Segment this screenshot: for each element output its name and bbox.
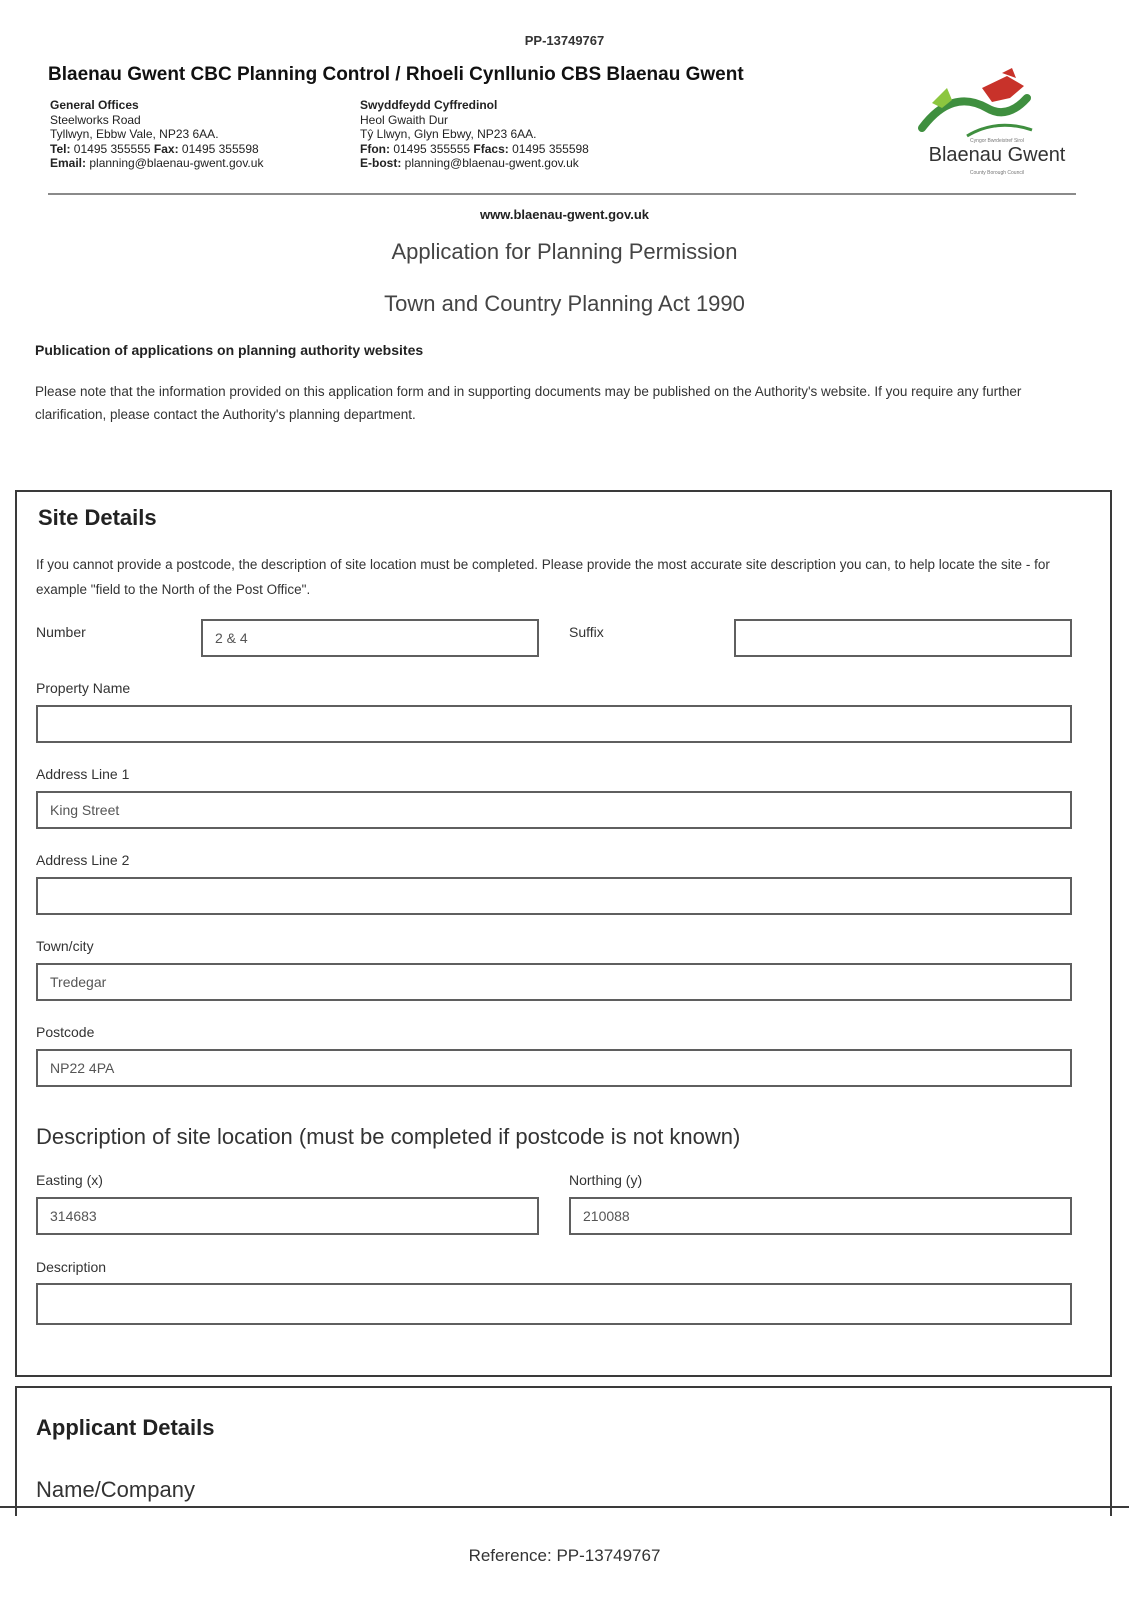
logo-subtitle: County Borough Council: [969, 170, 1025, 176]
council-logo: [912, 68, 1082, 183]
ebost-label: E-bost:: [360, 156, 402, 170]
ebost-value: planning@blaenau-gwent.gov.uk: [404, 156, 579, 170]
logo-tagline: Cyngor Bwrdeistref Sirol: [970, 138, 1024, 144]
general-offices-address: [50, 98, 263, 171]
site-location-heading: Description of site location (must be completed if postcode is not known): [36, 1124, 741, 1149]
ffacs-label: Ffacs:: [473, 141, 509, 156]
offices-heading-cy: Swyddfeydd Cyffredinol: [360, 98, 498, 112]
offices-line2-en: Tyllwyn, Ebbw Vale, NP23 6AA.: [50, 127, 219, 141]
description-field[interactable]: [36, 1283, 1072, 1325]
publication-note: Please note that the information provided on this application form and in supporting documents may be published on the Authority's website. If you require any further clarification, please contact the Authority's planning department.: [35, 384, 1022, 422]
offices-line1-en: Steelworks Road: [50, 112, 141, 127]
easting-label: Easting (x): [36, 1172, 103, 1188]
ffacs-value: 01495 355598: [512, 141, 589, 156]
postcode-label: Postcode: [36, 1024, 95, 1040]
swyddfeydd-address: [360, 98, 589, 171]
website-link[interactable]: www.blaenau-gwent.gov.uk: [479, 207, 649, 222]
northing-label: Northing (y): [569, 1172, 643, 1188]
property-name-label: Property Name: [36, 680, 131, 696]
offices-heading-en: General Offices: [50, 98, 139, 112]
number-label: Number: [36, 624, 86, 640]
easting-field[interactable]: 314683: [36, 1197, 539, 1235]
offices-phone-en: [50, 142, 263, 157]
site-details-heading: Site Details: [38, 505, 157, 530]
description-label: Description: [36, 1259, 107, 1275]
number-field[interactable]: 2 & 4: [201, 619, 539, 657]
address-line2-label: Address Line 2: [36, 852, 130, 868]
town-field[interactable]: Tredegar: [36, 963, 1072, 1001]
publication-heading: Publication of applications on planning authority websites: [35, 342, 424, 358]
address-line1-field[interactable]: King Street: [36, 791, 1072, 829]
offices-line2-cy: Tŷ Llwyn, Glyn Ebwy, NP23 6AA.: [360, 127, 537, 141]
header-divider: [48, 193, 1076, 195]
ffon-label: Ffon:: [360, 141, 390, 156]
applicant-details-heading: Applicant Details: [36, 1415, 215, 1440]
reference-number-top: PP-13749767: [524, 33, 605, 48]
offices-phone-cy: [360, 142, 589, 157]
dragon-logo-icon: [912, 68, 1082, 143]
email-label: Email:: [50, 156, 87, 170]
suffix-label: Suffix: [569, 624, 604, 640]
town-label: Town/city: [36, 938, 94, 954]
email-value: planning@blaenau-gwent.gov.uk: [89, 156, 264, 170]
form-act: Town and Country Planning Act 1990: [384, 291, 745, 316]
form-title: Application for Planning Permission: [391, 239, 738, 264]
site-details-intro: If you cannot provide a postcode, the description of site location must be completed. Please provide the most accurate site description you can, to help locate the site - for example "field to the North of the Post Office".: [36, 557, 1050, 597]
footer-divider: [0, 1506, 1129, 1508]
council-title: Blaenau Gwent CBC Planning Control / Rhoeli Cynllunio CBS Blaenau Gwent: [48, 64, 744, 85]
suffix-field[interactable]: [734, 619, 1072, 657]
logo-wordmark: Blaenau Gwent: [928, 144, 1066, 166]
address-line1-label: Address Line 1: [36, 766, 130, 782]
offices-email-en: [50, 156, 263, 171]
fax-value: 01495 355598: [181, 141, 259, 156]
property-name-field[interactable]: [36, 705, 1072, 743]
offices-line1-cy: Heol Gwaith Dur: [360, 112, 449, 127]
name-company-heading: Name/Company: [36, 1477, 195, 1502]
footer-reference: Reference: PP-13749767: [468, 1546, 661, 1565]
address-line2-field[interactable]: [36, 877, 1072, 915]
offices-email-cy: [360, 156, 589, 171]
ffon-value: 01495 355555: [393, 141, 471, 156]
northing-field[interactable]: 210088: [569, 1197, 1072, 1235]
fax-label: Fax:: [153, 141, 179, 156]
tel-label: Tel:: [50, 141, 71, 156]
postcode-field[interactable]: NP22 4PA: [36, 1049, 1072, 1087]
tel-value: 01495 355555: [73, 141, 151, 156]
